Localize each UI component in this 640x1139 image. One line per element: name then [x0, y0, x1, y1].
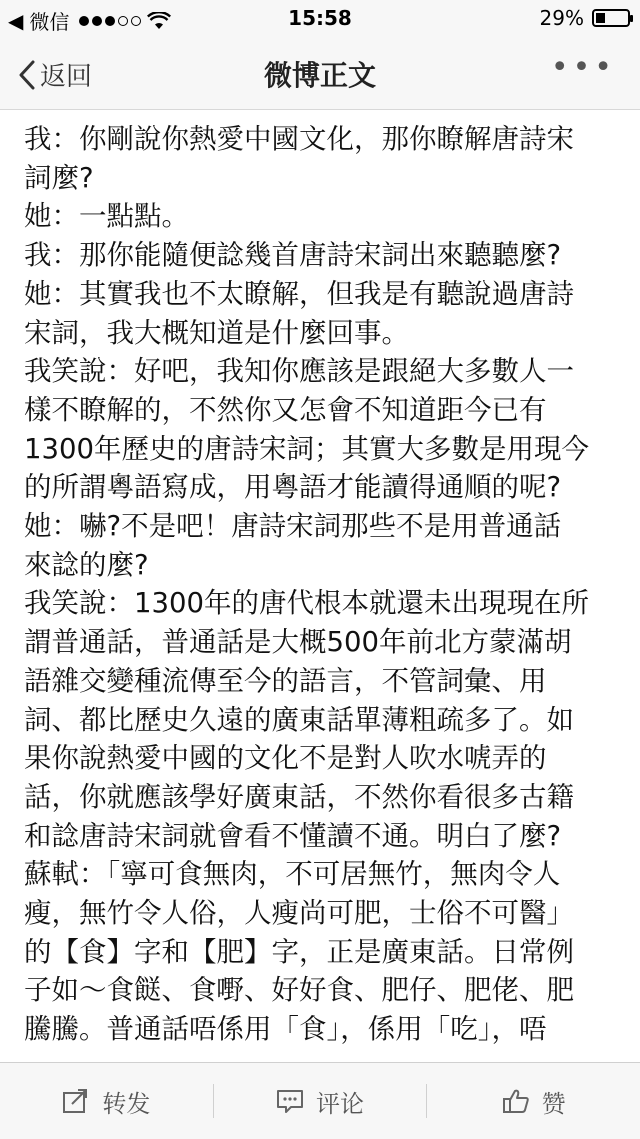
post-text-line: 她：一點點。 [24, 200, 189, 233]
repost-label: 转发 [102, 1089, 151, 1118]
post-text-line: 她：嚇?不是吧！唐詩宋詞那些不是用普通話 [24, 510, 562, 543]
post-text-line: 語雜交變種流傳至今的語言，不管詞彙、用 [24, 664, 547, 697]
post-text-line: 的所謂粵語寫成，用粵語才能讀得通順的呢? [24, 471, 562, 504]
post-text-line: 1300年歷史的唐詩宋詞；其實大多數是用現今 [24, 432, 589, 465]
post-text-line: 宋詞，我大概知道是什麼回事。 [24, 316, 409, 349]
carrier-label: 微信 [29, 10, 70, 34]
like-button[interactable] [427, 1063, 640, 1139]
post-text-line: 我笑說：好吧，我知你應該是跟絕大多數人一 [24, 355, 574, 388]
navigation-bar [0, 36, 640, 110]
back-label: 返回 [40, 62, 93, 92]
battery-level-fill [596, 13, 605, 23]
more-options-button[interactable] [550, 50, 616, 85]
thumbs-up-icon [502, 1088, 530, 1114]
post-text-line: 果你說熱愛中國的文化不是對人吹水唬弄的 [24, 742, 547, 775]
post-text-line: 子如～食餸、食嘢、好好食、肥仔、肥佬、肥 [24, 974, 574, 1007]
post-text-line: 話，你就應該學好廣東話，不然你看很多古籍 [24, 780, 574, 813]
more-dots-icon: ••• [550, 50, 616, 85]
post-text [24, 120, 618, 1049]
comment-label: 评论 [316, 1089, 364, 1118]
repost-button[interactable] [0, 1063, 213, 1139]
post-text-line: 謂普通話，普通話是大概500年前北方蒙滿胡 [24, 626, 572, 659]
repost-icon [62, 1088, 90, 1114]
back-to-app-icon[interactable]: ◀ [8, 8, 24, 33]
post-text-line: 的【食】字和【肥】字，正是廣東話。日常例 [24, 935, 574, 968]
post-text-line: 我笑說：1300年的唐代根本就還未出現現在所 [24, 587, 589, 620]
battery-icon [592, 9, 630, 27]
like-label: 赞 [541, 1089, 566, 1118]
status-right [540, 6, 630, 30]
post-text-line: 她：其實我也不太瞭解，但我是有聽說過唐詩 [24, 277, 574, 310]
post-text-line: 我：那你能隨便諗幾首唐詩宋詞出來聽聽麼? [24, 239, 562, 272]
status-time: 15:58 [288, 6, 352, 30]
page-title: 微博正文 [263, 59, 376, 92]
status-bar [0, 0, 640, 36]
comment-icon [276, 1088, 304, 1114]
bottom-toolbar [0, 1062, 640, 1139]
post-text-line: 詞、都比歷史久遠的廣東話單薄粗疏多了。如 [24, 703, 574, 736]
post-content [0, 110, 640, 1062]
post-text-line: 來諗的麼? [24, 548, 149, 581]
comment-button[interactable] [214, 1063, 427, 1139]
post-text-line: 騰騰。普通話唔係用「食」，係用「吃」，唔 [24, 1013, 547, 1046]
post-text-line: 樣不瞭解的，不然你又怎會不知道距今已有 [24, 393, 547, 426]
post-text-line: 蘇軾：「寧可食無肉，不可居無竹，無肉令人 [24, 858, 561, 891]
battery-percent: 29% [539, 6, 584, 30]
post-text-line: 詞麼? [24, 161, 94, 194]
post-text-line: 瘦，無竹令人俗，人瘦尚可肥，士俗不可醫」 [24, 897, 574, 930]
post-text-line: 我：你剛說你熱愛中國文化，那你瞭解唐詩宋 [24, 123, 574, 155]
post-text-line: 和諗唐詩宋詞就會看不懂讀不通。明白了麼? [24, 819, 562, 852]
